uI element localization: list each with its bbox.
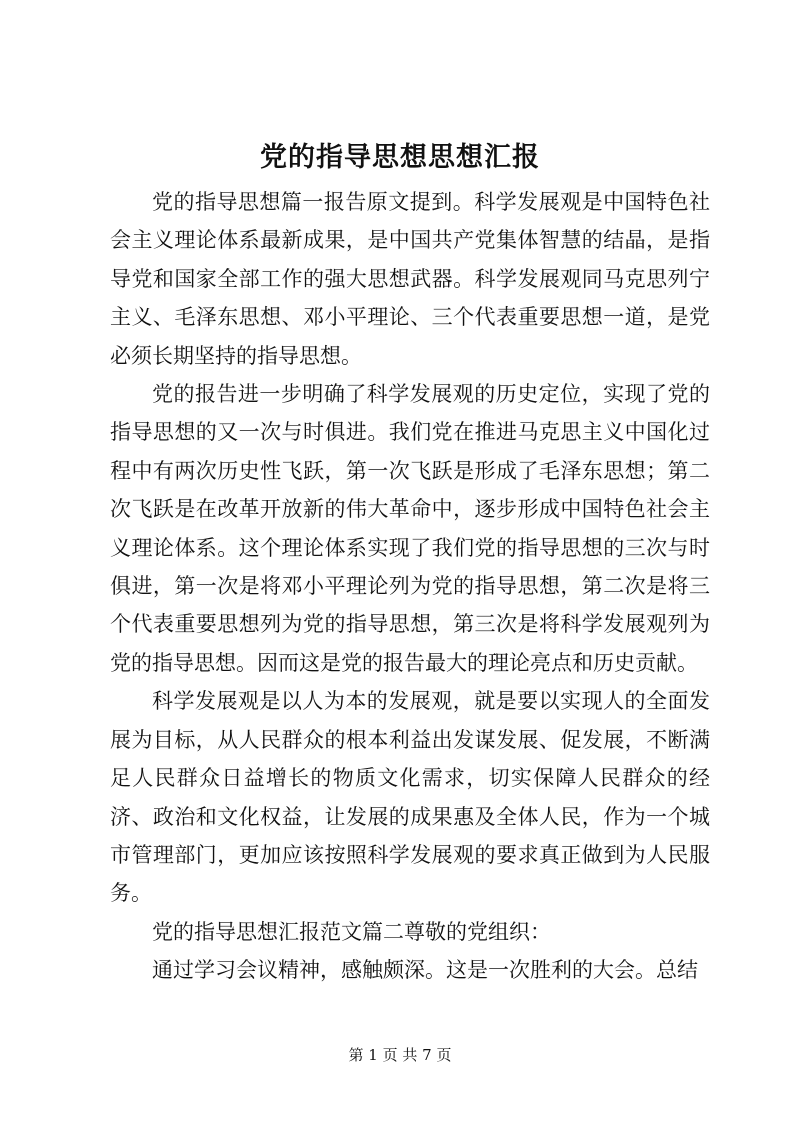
paragraph-1: 党的指导思想篇一报告原文提到。科学发展观是中国特色社会主义理论体系最新成果，是中国共产党集体智慧的结晶，是指导党和国家全部工作的强大思想武器。科学发展观同马克思列宁主义、毛泽东思想、邓小平理论、三个代表重要思想一道，是党必须长期坚持的指导思想。 xyxy=(110,190,710,368)
document-body xyxy=(110,183,710,990)
paragraph-5: 通过学习会议精神，感触颇深。这是一次胜利的大会。总结 xyxy=(152,958,698,983)
paragraph-3: 科学发展观是以人为本的发展观，就是要以实现人的全面发展为目标，从人民群众的根本利益出发谋发展、促发展，不断满足人民群众日益增长的物质文化需求，切实保障人民群众的经济、政治和文化权益，让发展的成果惠及全体人民，作为一个城市管理部门，更加应该按照科学发展观的要求真正做到为人民服务。 xyxy=(110,689,710,906)
paragraph-4: 党的指导思想汇报范文篇二尊敬的党组织： xyxy=(152,919,551,944)
page-indicator: 第 1 页 共 7 页 xyxy=(348,1046,452,1064)
document-title: 党的指导思想思想汇报 xyxy=(260,142,540,173)
paragraph-2: 党的报告进一步明确了科学发展观的历史定位，实现了党的指导思想的又一次与时俱进。我们党在推进马克思主义中国化过程中有两次历史性飞跃，第一次飞跃是形成了毛泽东思想；第二次飞跃是在改革开放新的伟大革命中，逐步形成中国特色社会主义理论体系。这个理论体系实现了我们党的指导思想的三次与时俱进，第一次是将邓小平理论列为党的指导思想，第二次是将三个代表重要思想列为党的指导思想，第三次是将科学发展观列为党的指导思想。因而这是党的报告最大的理论亮点和历史贡献。 xyxy=(110,382,710,675)
